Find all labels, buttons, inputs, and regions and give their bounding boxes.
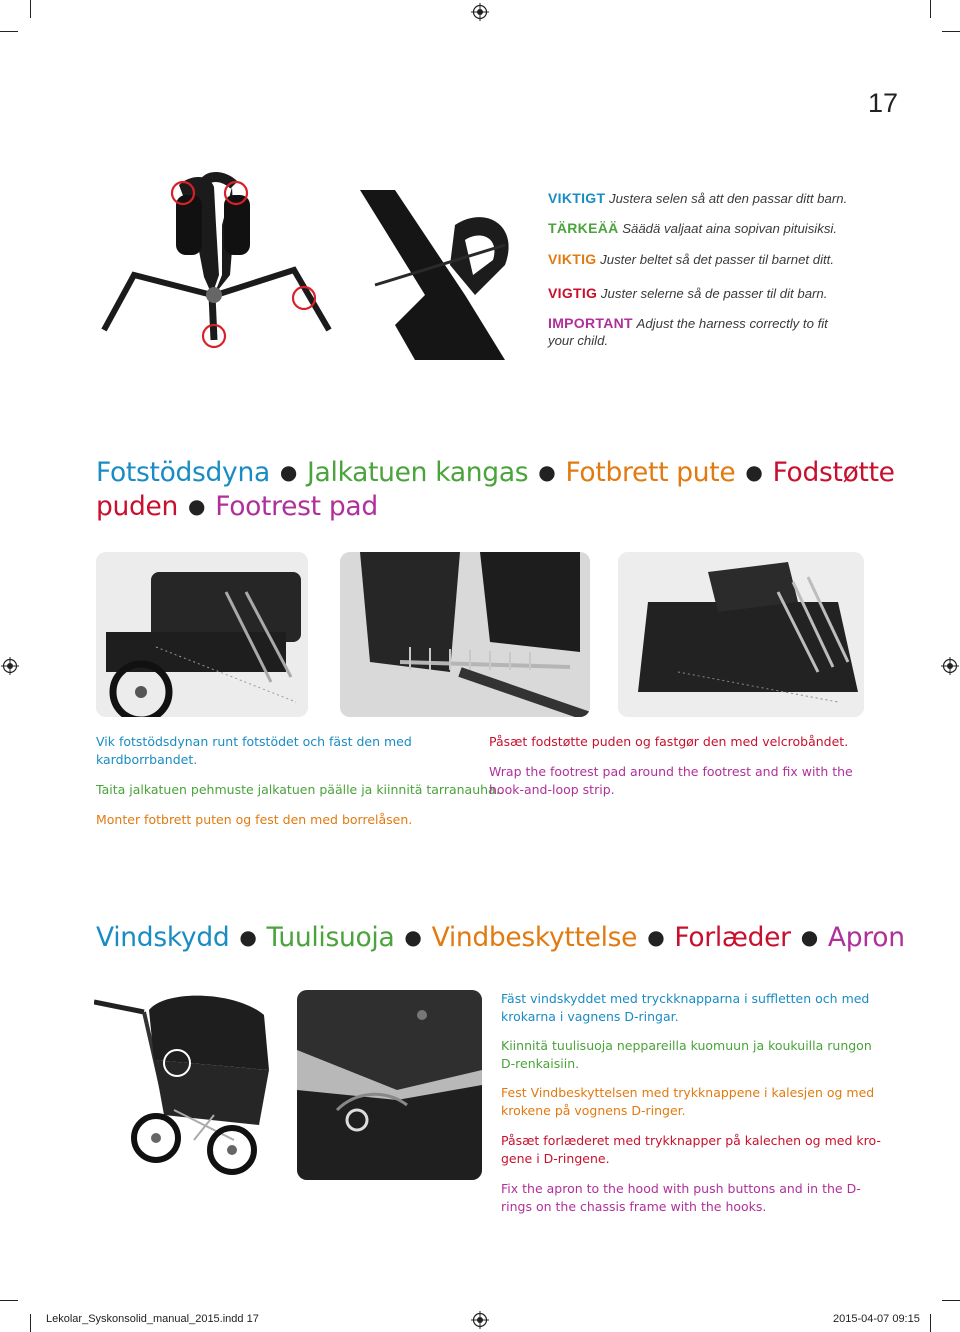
registration-mark-icon (471, 3, 489, 21)
footrest-text-finnish (96, 781, 504, 799)
crop-mark (930, 0, 931, 18)
warning-keyword: VIKTIG (548, 251, 597, 267)
text-line: krokene på vognens D-ringer. (501, 1102, 686, 1118)
warning-keyword: IMPORTANT (548, 315, 633, 331)
heading-norwegian: Vindbeskyttelse (431, 922, 638, 953)
text-line: hook-and-loop strip. (489, 781, 615, 797)
crop-mark (0, 31, 18, 32)
apron-text-danish (501, 1132, 881, 1167)
registration-mark-icon (941, 657, 959, 675)
heading-danish: Forlæder (674, 922, 791, 953)
footrest-photo-1 (96, 552, 308, 717)
text-line: rings on the chassis frame with the hooks. (501, 1198, 767, 1214)
text-line: gene i D-ringene. (501, 1150, 610, 1166)
heading-finnish: Jalkatuen kangas (307, 457, 529, 488)
warning-keyword: VIGTIG (548, 285, 598, 301)
text-line: Monter fotbrett puten og fest den med borrelåsen. (96, 812, 413, 827)
bullet: ● (188, 494, 206, 518)
bullet: ● (404, 925, 422, 949)
crop-mark (930, 1314, 931, 1332)
footrest-text-swedish (96, 733, 412, 768)
harness-illustration (94, 165, 344, 355)
warning-text: your child. (548, 333, 609, 348)
warning-text: Säädä valjaat aina sopivan pituisiksi. (622, 221, 838, 236)
warning-text: Juster selerne så de passer til dit barn. (600, 286, 828, 301)
strap-closeup-photo (355, 185, 525, 360)
warning-keyword: VIKTIGT (548, 190, 606, 206)
footrest-heading (96, 455, 895, 490)
crop-mark (30, 0, 31, 18)
apron-closeup-photo (297, 990, 482, 1180)
heading-norwegian: Fotbrett pute (565, 457, 736, 488)
crop-mark (30, 1314, 31, 1332)
warning-text: Adjust the harness correctly to fit (636, 316, 828, 331)
text-line: D-renkaisiin. (501, 1055, 580, 1071)
footrest-photo-2 (340, 552, 590, 717)
text-line: kardborrbandet. (96, 751, 198, 767)
warning-finnish (548, 219, 837, 238)
warning-swedish (548, 189, 847, 208)
heading-danish-cont: puden (96, 491, 179, 522)
footer-filename: Lekolar_Syskonsolid_manual_2015.indd 17 (46, 1313, 259, 1325)
heading-english: Apron (827, 922, 905, 953)
apron-text-swedish (501, 990, 869, 1025)
crop-mark (942, 1300, 960, 1301)
warning-text: Juster beltet så det passer til barnet ditt. (600, 252, 834, 267)
heading-finnish: Tuulisuoja (266, 922, 395, 953)
crop-mark (0, 1300, 18, 1301)
apron-heading (96, 920, 905, 955)
warning-danish (548, 284, 827, 303)
footrest-text-danish (489, 733, 848, 751)
footrest-text-norwegian (96, 811, 412, 829)
apron-text-finnish (501, 1037, 872, 1072)
heading-danish: Fodstøtte (772, 457, 895, 488)
text-line: Fest Vindbeskyttelsen med trykknappene i kalesjen og med (501, 1085, 875, 1100)
bullet: ● (239, 925, 257, 949)
text-line: Fäst vindskyddet med tryckknapparna i suffletten och med (501, 991, 870, 1006)
text-line: Fix the apron to the hood with push buttons and in the D- (501, 1181, 861, 1196)
footrest-text-english (489, 763, 853, 798)
bullet: ● (745, 460, 763, 484)
apron-text-english (501, 1180, 861, 1215)
text-line: Påsæt fodstøtte puden og fastgør den med velcrobåndet. (489, 734, 849, 749)
page-number: 17 (868, 88, 899, 118)
registration-mark-icon (471, 1311, 489, 1329)
text-line: Wrap the footrest pad around the footrest and fix with the (489, 764, 853, 779)
apron-text-norwegian (501, 1084, 874, 1119)
text-line: krokarna i vagnens D-ringar. (501, 1008, 679, 1024)
heading-english: Footrest pad (215, 491, 378, 522)
text-line: Kiinnitä tuulisuoja neppareilla kuomuun ja koukuilla rungon (501, 1038, 872, 1053)
warning-norwegian (548, 250, 834, 269)
text-line: Taita jalkatuen pehmuste jalkatuen päälle ja kiinnitä tarranauha.. (96, 782, 504, 797)
crop-mark (942, 31, 960, 32)
heading-swedish: Fotstödsdyna (96, 457, 270, 488)
bullet: ● (800, 925, 818, 949)
text-line: Vik fotstödsdynan runt fotstödet och fäst den med (96, 734, 412, 749)
warning-english (548, 314, 828, 333)
footrest-photo-3 (618, 552, 864, 717)
footrest-heading-line2 (96, 489, 378, 524)
warning-text: Justera selen så att den passar ditt barn. (609, 191, 848, 206)
footer-date: 2015-04-07 09:15 (833, 1313, 920, 1325)
text-line: Påsæt forlæderet med trykknapper på kalechen og med kro- (501, 1133, 881, 1148)
bullet: ● (538, 460, 556, 484)
heading-swedish: Vindskydd (96, 922, 230, 953)
registration-mark-icon (1, 657, 19, 675)
stroller-illustration (94, 990, 279, 1180)
warning-english-continued (548, 332, 608, 350)
bullet: ● (647, 925, 665, 949)
bullet: ● (279, 460, 298, 484)
warning-keyword: TÄRKEÄÄ (548, 220, 619, 236)
